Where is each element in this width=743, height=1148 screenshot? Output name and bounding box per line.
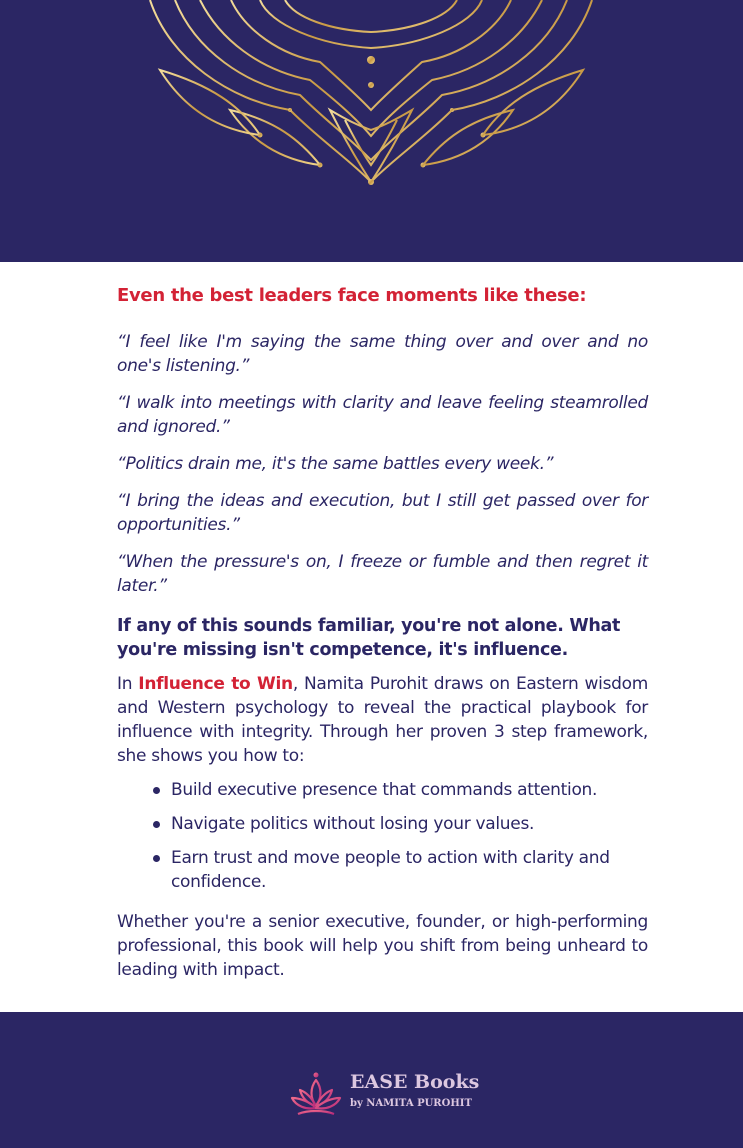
list-item	[153, 778, 648, 802]
list-item-text: Earn trust and move people to action with clarity and confidence.	[171, 848, 610, 892]
quote-5: “When the pressure's on, I freeze or fumble and then regret it later.”	[117, 552, 648, 596]
cover-text	[117, 284, 648, 992]
closing-paragraph: Whether you're a senior executive, founder, or high-performing professional, this book will help you shift from being unheard to leading with impact.	[117, 912, 648, 980]
quote-1: “I feel like I'm saying the same thing over and over and no one's listening.”	[117, 332, 648, 376]
strong-statement: If any of this sounds familiar, you're not alone. What you're missing isn't competence, it's influence.	[117, 616, 621, 660]
list-item	[153, 812, 648, 836]
lotus-logo-icon	[288, 1070, 344, 1126]
bullet-icon	[153, 855, 160, 862]
quote-3: “Politics drain me, it's the same battles every week.”	[117, 454, 554, 474]
benefit-list	[153, 778, 648, 894]
book-title: Influence to Win	[138, 674, 293, 694]
bullet-icon	[153, 787, 160, 794]
bottom-brand-band	[0, 1012, 743, 1148]
intro-prefix: In	[117, 674, 139, 694]
intro-paragraph	[117, 672, 648, 768]
brand-byline: by NAMITA PUROHIT	[350, 1098, 472, 1109]
intro-suffix: , Namita Purohit draws on Eastern wisdom and Western psychology to reveal the practical playbook for influence with integrity. Through her proven 3 step framework, she shows you how to:	[117, 674, 648, 766]
gold-mandala-icon	[0, 0, 743, 262]
bullet-icon	[153, 821, 160, 828]
list-item	[153, 846, 648, 894]
list-item-text: Navigate politics without losing your values.	[171, 814, 535, 834]
quote-2: “I walk into meetings with clarity and leave feeling steamrolled and ignored.”	[117, 393, 648, 437]
section-heading: Even the best leaders face moments like these:	[117, 285, 587, 306]
brand-name: EASE Books	[350, 1071, 480, 1093]
top-decorative-band	[0, 0, 743, 262]
quote-4: “I bring the ideas and execution, but I still get passed over for opportunities.”	[117, 491, 648, 535]
publisher-brand	[288, 1070, 508, 1130]
list-item-text: Build executive presence that commands attention.	[171, 780, 598, 800]
